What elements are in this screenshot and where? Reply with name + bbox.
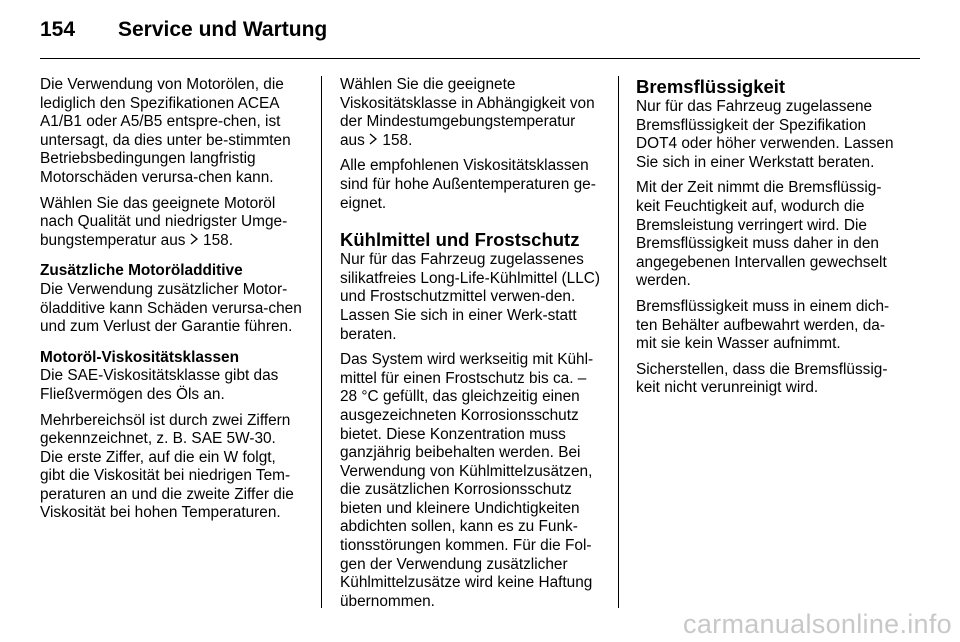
page-reference-link[interactable]: 158. [203, 231, 233, 249]
viscosity-temperature-paragraph: Alle empfohlenen Viskositätsklassen sind für hohe Außentemperaturen ge-eignet. [340, 157, 596, 212]
column-1 [40, 76, 302, 530]
page-number: 154 [40, 18, 76, 41]
column-3 [636, 76, 902, 405]
coolant-paragraph-2: Das System wird werkseitig mit Kühl-mittel für einen Frostschutz bis ca. –28 °C gefüllt, das gleichzeitig einen ausgezeichneten Korrosionsschutz bietet. Diese Konzentration muss ganzjährig beibehalten werden. Bei Verwendung von Kühlmittelzusätzen, die zusätzlichen Korrosionsschutz bieten und kleinere Undichtigkeiten abdichten sollen, kann es zu Funk-tionsstörungen kommen. Für die Fol-gen der Verwendung zusätzlicher Kühlmittelzusätze wird keine Haftung übernommen. [340, 351, 594, 610]
viscosity-selection-paragraph [340, 76, 602, 150]
column-divider-2 [618, 76, 619, 608]
additives-paragraph: Die Verwendung zusätzlicher Motor-öladditive kann Schäden verursa-chen und zum Verlust der Garantie führen. [40, 280, 302, 336]
viscosity-paragraph-1: Die SAE-Viskositätsklasse gibt das Fließvermögen des Öls an. [40, 367, 279, 403]
viscosity-heading: Motoröl-Viskositätsklassen [40, 348, 240, 366]
brake-fluid-paragraph-1: Nur für das Fahrzeug zugelassene Bremsflüssigkeit der Spezifikation DOT4 oder höher verwenden. Lassen Sie sich in einer Werkstatt beraten. [636, 98, 894, 171]
column-2 [340, 76, 602, 618]
page-header [40, 10, 327, 50]
brake-fluid-paragraph-4: Sicherstellen, dass die Bremsflüssig-keit nicht verunreinigt wird. [636, 360, 888, 397]
page-reference-arrow-icon[interactable] [369, 133, 378, 145]
brake-fluid-heading: Bremsflüssigkeit [636, 76, 786, 97]
additives-heading: Zusätzliche Motoröladditive [40, 262, 243, 280]
coolant-paragraph-1: Nur für das Fahrzeug zugelassenes silikatfreies Long-Life-Kühlmittel (LLC) und Frostschutzmittel verwen-den. Lassen Sie sich in einer Werk-statt beraten. [340, 251, 601, 343]
page-reference-arrow-icon[interactable] [190, 233, 199, 245]
header-rule [40, 58, 920, 59]
page-title: Service und Wartung [118, 18, 328, 41]
brake-fluid-paragraph-2: Mit der Zeit nimmt die Bremsflüssig-keit Feuchtigkeit auf, wodurch die Bremsleistung verringert wird. Die Bremsflüssigkeit muss daher in den angegebenen Intervallen gewechselt werden. [636, 179, 887, 290]
brake-fluid-paragraph-3: Bremsflüssigkeit muss in einem dich-ten Behälter aufbewahrt werden, da-mit sie kein Wasser aufnimmt. [636, 297, 890, 353]
oil-selection-paragraph [40, 195, 302, 251]
oil-restriction-paragraph: Die Verwendung von Motorölen, die lediglich den Spezifikationen ACEA A1/B1 oder A5/B5 entspre-chen, ist untersagt, da dies unter be-stimmten Betriebsbedingungen langfristig Motorschäden verursa-chen kann. [40, 76, 291, 186]
watermark: carmanualsonline.info [683, 609, 952, 639]
page-reference-link[interactable]: 158. [382, 131, 413, 149]
oil-selection-text: Wählen Sie das geeignete Motoröl nach Qualität und niedrigster Umge-bungstemperatur aus [40, 194, 288, 249]
column-divider-1 [321, 76, 322, 608]
viscosity-paragraph-2: Mehrbereichsöl ist durch zwei Ziffern gekennzeichnet, z. B. SAE 5W-30. Die erste Ziffer, auf die ein W folgt, gibt die Viskosität bei niedrigen Tem-peraturen an und die zweite Ziffer die Viskosität bei hohen Temperaturen. [40, 411, 294, 522]
viscosity-selection-text: Wählen Sie die geeignete Viskositätsklasse in Abhängigkeit von der Mindestumgebungstemperatur aus [340, 76, 595, 149]
coolant-heading: Kühlmittel und Frostschutz [340, 229, 580, 251]
